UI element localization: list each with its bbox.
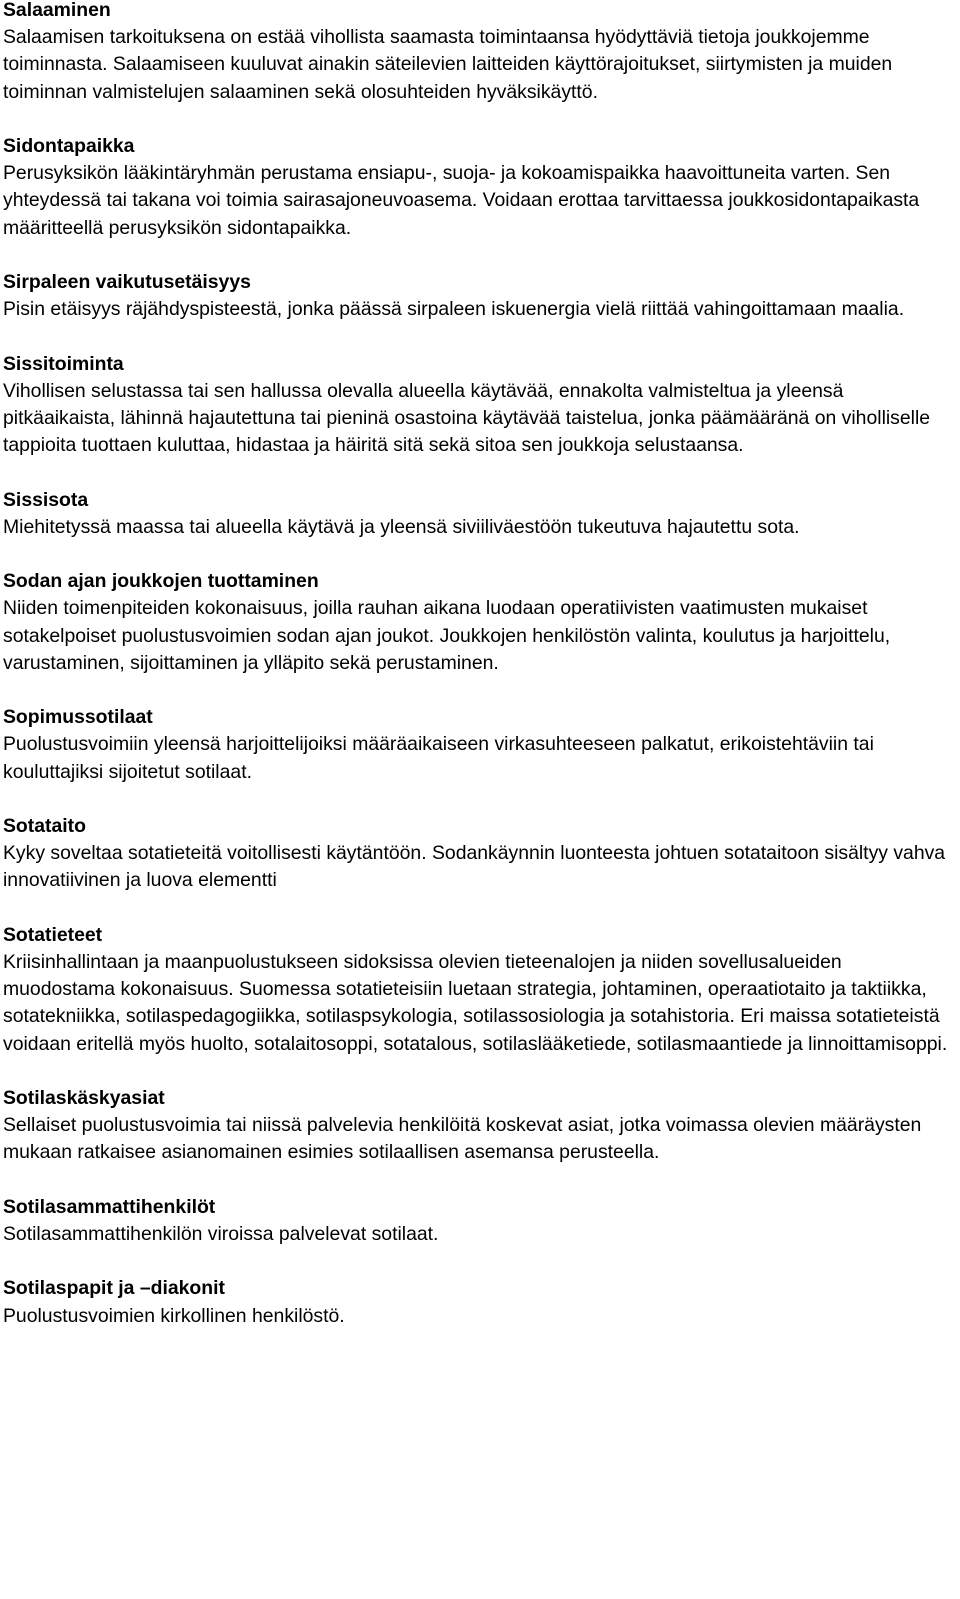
glossary-page	[3, 0, 948, 1330]
entry-term: Sidontapaikka	[3, 135, 135, 157]
entry-definition: Salaamisen tarkoituksena on estää vihollista saamasta toimintaansa hyödyttäviä tietoja joukkojemme toiminnasta. Salaamiseen kuuluvat ainakin säteilevien laitteiden käyttörajoitukset, siirtymisten ja muiden toiminnan valmistelujen salaaminen sekä olosuhteiden hyväksikäyttö.	[3, 26, 893, 103]
glossary-entry	[3, 813, 948, 895]
glossary-entry	[3, 133, 948, 242]
entry-definition: Perusyksikön lääkintäryhmän perustama ensiapu-, suoja- ja kokoamispaikka haavoittuneita varten. Sen yhteydessä tai takana voi toimia sairasajoneuvoasema. Voidaan erottaa tarvittaessa joukkosidontapaikasta määritteellä perusyksikön sidontapaikka.	[3, 162, 920, 239]
entry-term: Sirpaleen vaikutusetäisyys	[3, 271, 251, 293]
entry-term: Sotilaskäskyasiat	[3, 1086, 165, 1109]
glossary-entry	[3, 0, 948, 106]
entry-term: Sodan ajan joukkojen tuottaminen	[3, 570, 319, 593]
glossary-entry	[3, 269, 948, 323]
glossary-entry	[3, 922, 948, 1058]
entry-definition: Sellaiset puolustusvoimia tai niissä palvelevia henkilöitä koskevat asiat, jotka voimassa olevien määräysten mukaan ratkaisee asianomainen esimies sotilaallisen asemansa perusteella.	[3, 1114, 922, 1164]
entry-definition: Puolustusvoimien kirkollinen henkilöstö.	[3, 1304, 345, 1327]
entry-term: Sotatieteet	[3, 923, 103, 946]
entry-term: Sopimussotilaat	[3, 706, 153, 729]
entry-term: Sotataito	[3, 814, 86, 837]
glossary-entry	[3, 487, 948, 541]
entry-term: Sotilaspapit ja –diakonit	[3, 1277, 225, 1300]
entry-term: Sotilasammattihenkilöt	[3, 1195, 216, 1218]
glossary-entry	[3, 1275, 948, 1329]
glossary-entry	[3, 1085, 948, 1167]
glossary-entry	[3, 351, 948, 460]
entry-term: Salaaminen	[3, 0, 111, 21]
entry-definition: Puolustusvoimiin yleensä harjoittelijoiksi määräaikaiseen virkasuhteeseen palkatut, erikoistehtäviin tai kouluttajiksi sijoitetut sotilaat.	[3, 733, 874, 783]
entry-definition: Kriisinhallintaan ja maanpuolustukseen sidoksissa olevien tieteenalojen ja niiden sovellusalueiden muodostama kokonaisuus. Suomessa sotatieteisiin luetaan strategia, johtaminen, operaatiotaito ja taktiikka, sotatekniikka, sotilaspedagogiikka, sotilaspsykologia, sotilassosiologia ja sotahistoria. Eri maissa sotatieteistä voidaan eritellä myös huolto, sotalaitosoppi, sotatalous, sotilaslääketiede, sotilasmaantiede ja linnoittamisoppi.	[3, 950, 948, 1055]
glossary-entry	[3, 1194, 948, 1248]
entry-definition: Miehitetyssä maassa tai alueella käytävä ja yleensä siviiliväestöön tukeutuva hajautettu sota.	[3, 515, 800, 538]
entry-definition: Sotilasammattihenkilön viroissa palvelevat sotilaat.	[3, 1222, 439, 1245]
glossary-entry	[3, 568, 948, 677]
entry-term: Sissisota	[3, 488, 89, 511]
glossary-entry	[3, 704, 948, 786]
entry-definition: Pisin etäisyys räjähdyspisteestä, jonka päässä sirpaleen iskuenergia vielä riittää vahingoittamaan maalia.	[3, 298, 905, 321]
entry-definition: Niiden toimenpiteiden kokonaisuus, joilla rauhan aikana luodaan operatiivisten vaatimusten mukaiset sotakelpoiset puolustusvoimien sodan ajan joukot. Joukkojen henkilöstön valinta, koulutus ja harjoittelu, varustaminen, sijoittaminen ja ylläpito sekä perustaminen.	[3, 597, 891, 674]
entry-term: Sissitoiminta	[3, 352, 124, 375]
entry-definition: Kyky soveltaa sotatieteitä voitollisesti käytäntöön. Sodankäynnin luonteesta johtuen sotataitoon sisältyy vahva innovatiivinen ja luova elementti	[3, 842, 946, 892]
entry-definition: Vihollisen selustassa tai sen hallussa olevalla alueella käytävää, ennakolta valmisteltua ja yleensä pitkäaikaista, lähinnä hajautettuna tai pieninä osastoina käytävää taistelua, jonka päämääränä on viholliselle tappioita tuottaen kuluttaa, hidastaa ja häiritä sitä sekä sitoa sen joukkoja selustaansa.	[3, 379, 931, 457]
